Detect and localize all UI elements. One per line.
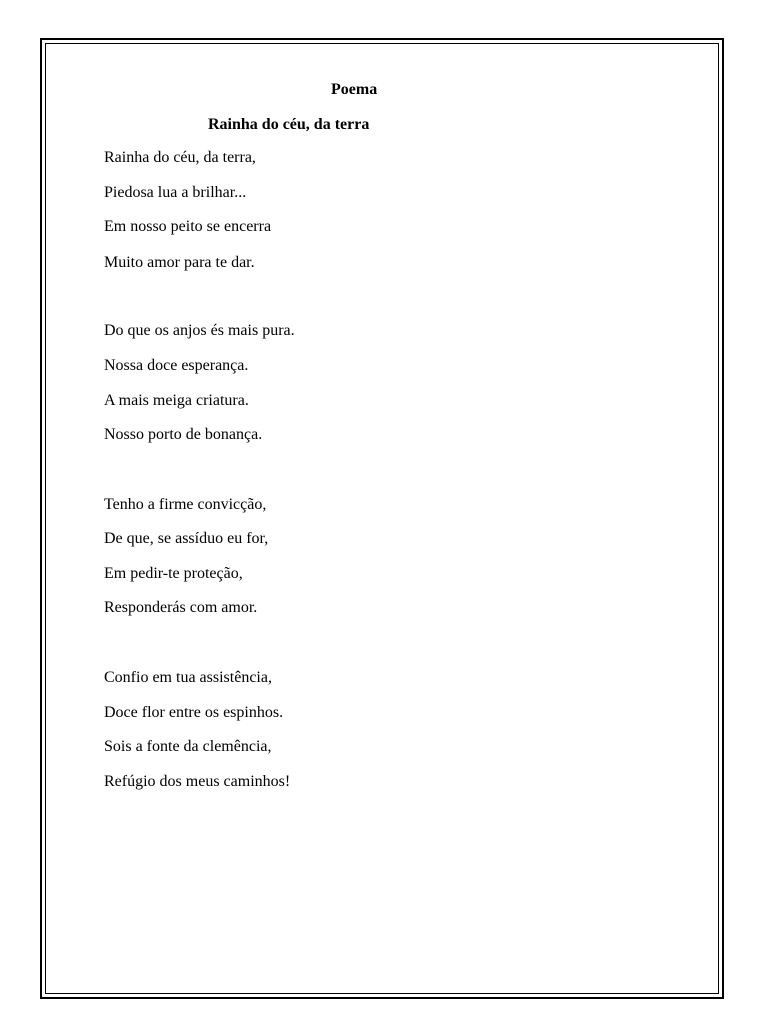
verse-line: Sois a fonte da clemência, (104, 738, 272, 755)
verse-line: Nossa doce esperança. (104, 357, 249, 374)
verse-line: Doce flor entre os espinhos. (104, 704, 284, 721)
verse-line: Tenho a firme convicção, (104, 496, 267, 513)
verse-line: Nosso porto de bonança. (104, 426, 263, 443)
verse-line: Rainha do céu, da terra, (104, 149, 256, 166)
verse-line: Em pedir-te proteção, (104, 565, 243, 582)
document-label: Poema (331, 81, 378, 98)
verse-line: Do que os anjos és mais pura. (104, 322, 295, 339)
verse-line: De que, se assíduo eu for, (104, 530, 269, 547)
poem-title: Rainha do céu, da terra (208, 116, 370, 133)
verse-line: Muito amor para te dar. (104, 254, 255, 271)
verse-line: Em nosso peito se encerra (104, 218, 272, 235)
verse-line: A mais meiga criatura. (104, 392, 249, 409)
verse-line: Refúgio dos meus caminhos! (104, 773, 291, 790)
verse-line: Confio em tua assistência, (104, 669, 272, 686)
verse-line: Responderás com amor. (104, 599, 258, 616)
verse-line: Piedosa lua a brilhar... (104, 184, 247, 201)
